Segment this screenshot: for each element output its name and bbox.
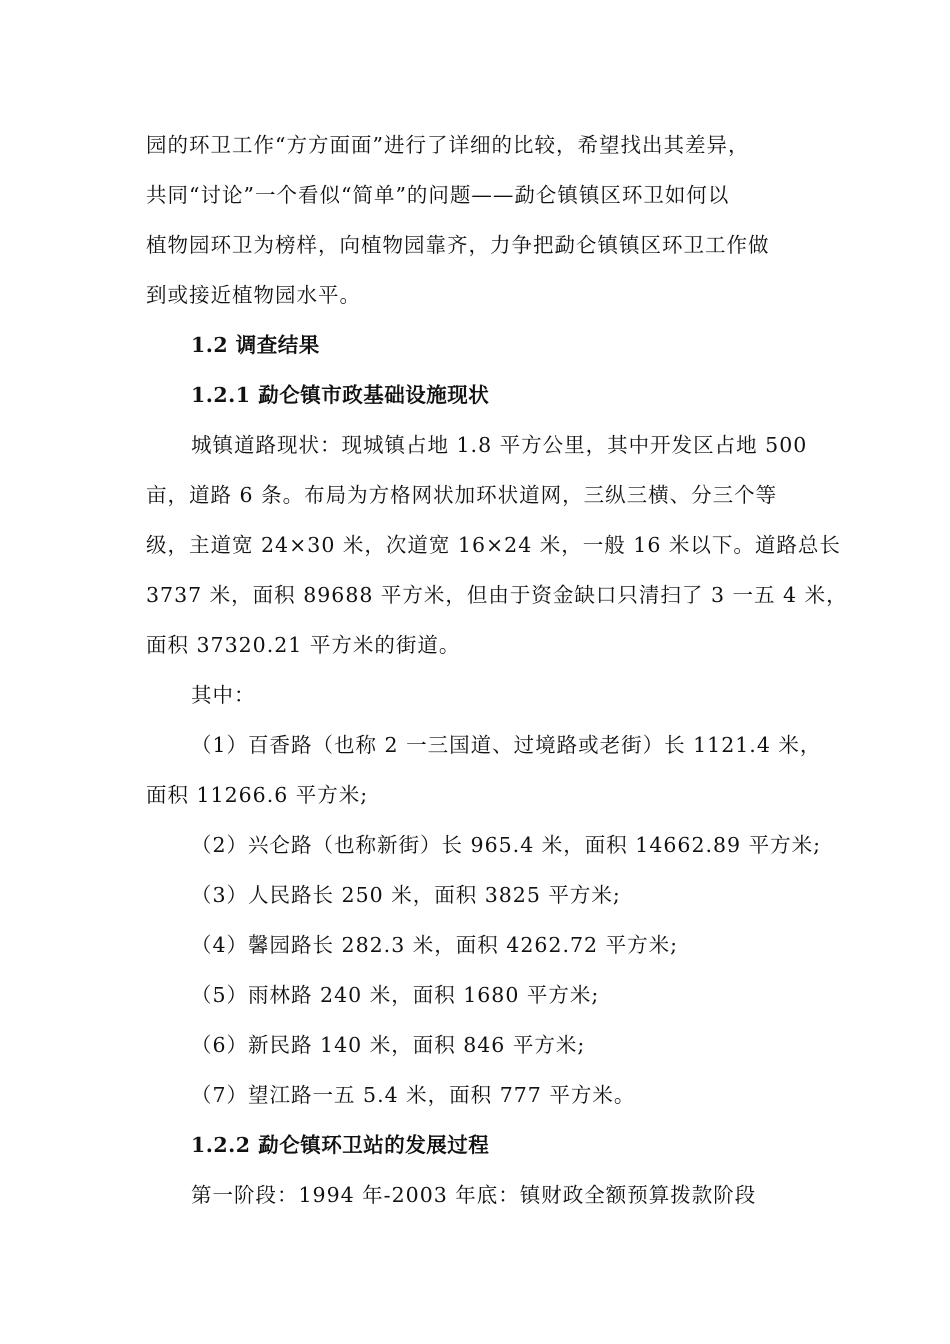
roads-para-line-4: 3737 米，面积 89688 平方米，但由于资金缺口只清扫了 3 一五 4 米， — [146, 583, 848, 607]
roads-para-line-5: 面积 37320.21 平方米的街道。 — [146, 633, 461, 657]
stage-one-line: 第一阶段：1994 年-2003 年底：镇财政全额预算拨款阶段 — [191, 1183, 757, 1207]
intro-line-4: 到或接近植物园水平。 — [146, 283, 361, 307]
road-item-1-cont: 面积 11266.6 平方米; — [146, 783, 369, 807]
section-heading-1-2-2: 1.2.2 勐仑镇环卫站的发展过程 — [191, 1133, 490, 1157]
intro-line-2: 共同“讨论”一个看似“简单”的问题——勐仑镇镇区环卫如何以 — [146, 183, 730, 207]
road-item-5: （5）雨林路 240 米，面积 1680 平方米; — [191, 983, 600, 1007]
road-item-6: （6）新民路 140 米，面积 846 平方米; — [191, 1033, 586, 1057]
road-item-7: （7）望江路一五 5.4 米，面积 777 平方米。 — [191, 1083, 636, 1107]
road-item-2: （2）兴仑路（也称新街）长 965.4 米，面积 14662.89 平方米; — [191, 833, 822, 857]
intro-line-3: 植物园环卫为榜样，向植物园靠齐，力争把勐仑镇镇区环卫工作做 — [146, 233, 770, 257]
roads-para-line-3: 级，主道宽 24×30 米，次道宽 16×24 米，一般 16 米以下。道路总长 — [146, 533, 841, 557]
roads-para-line-2: 亩，道路 6 条。布局为方格网状加环状道网，三纵三横、分三个等 — [146, 483, 778, 507]
section-heading-1-2-1: 1.2.1 勐仑镇市政基础设施现状 — [191, 383, 490, 407]
roads-para-line-1: 城镇道路现状：现城镇占地 1.8 平方公里，其中开发区占地 500 — [191, 433, 808, 457]
road-item-3: （3）人民路长 250 米，面积 3825 平方米; — [191, 883, 621, 907]
among-label: 其中： — [191, 683, 256, 707]
road-item-4: （4）馨园路长 282.3 米，面积 4262.72 平方米; — [191, 933, 678, 957]
section-heading-1-2: 1.2 调查结果 — [191, 333, 320, 357]
road-item-1: （1）百香路（也称 2 一三国道、过境路或老街）长 1121.4 米， — [191, 733, 822, 757]
intro-line-1: 园的环卫工作“方方面面”进行了详细的比较，希望找出其差异， — [146, 133, 750, 157]
